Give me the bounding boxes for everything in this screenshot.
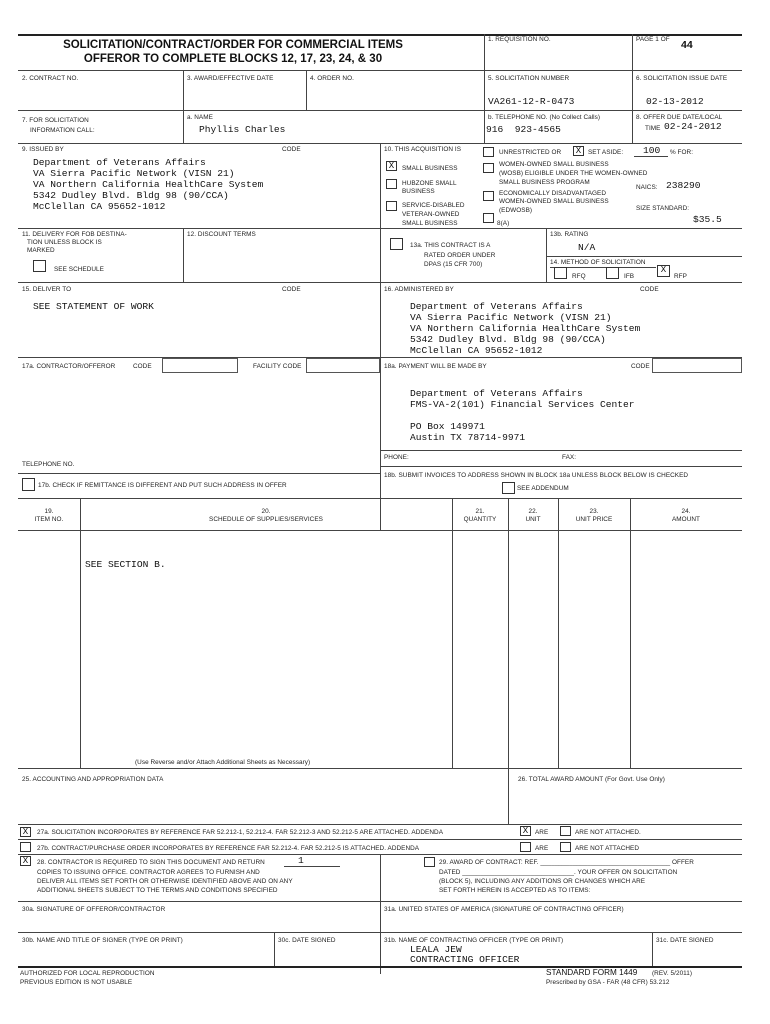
payment-phone-label: PHONE:	[384, 454, 409, 461]
footer-authorized: AUTHORIZED FOR LOCAL REPRODUCTION	[20, 970, 155, 977]
form-title-line2: OFFEROR TO COMPLETE BLOCKS 12, 17, 23, 24, & 30	[83, 53, 383, 65]
rated-order-label-1: 13a. THIS CONTRACT IS A	[410, 242, 491, 249]
total-award-label: 26. TOTAL AWARD AMOUNT (For Govt. Use Only)	[518, 776, 665, 783]
co-date-signed-label: 31c. DATE SIGNED	[656, 937, 714, 944]
block-28-line-1: 28. CONTRACTOR IS REQUIRED TO SIGN THIS DOCUMENT AND RETURN	[37, 859, 265, 866]
solicitation-method-label: 14. METHOD OF SOLICITATION	[550, 259, 646, 266]
sdvosb-label-2: VETERAN-OWNED	[402, 211, 460, 218]
issued-by-label: 9. ISSUED BY	[22, 146, 64, 153]
order-no-field[interactable]	[310, 92, 480, 106]
edwosb-label-3: (EDWOSB)	[499, 207, 533, 214]
addenda-27a-are-label: ARE	[535, 829, 549, 836]
administered-by-address-1: Department of Veterans Affairs	[410, 301, 583, 312]
payment-address-5: Austin TX 78714-9971	[410, 432, 526, 443]
co-name-value: LEALA JEW	[410, 944, 462, 955]
contract-no-field[interactable]	[22, 92, 177, 106]
sdvosb-checkbox[interactable]	[386, 201, 397, 211]
solicitation-info-label-2: INFORMATION CALL:	[30, 127, 95, 134]
addenda-27a-are-not-checkbox[interactable]	[560, 826, 571, 836]
see-schedule-checkbox[interactable]	[33, 260, 46, 272]
discount-terms-label: 12. DISCOUNT TERMS	[187, 231, 256, 238]
col-unit-price-num: 23.	[589, 508, 599, 515]
solicitation-number-label: 5. SOLICITATION NUMBER	[488, 75, 570, 82]
contact-name-label: a. NAME	[187, 114, 213, 121]
contract-no-label: 2. CONTRACT NO.	[22, 75, 79, 82]
ifb-label: IFB	[624, 273, 635, 280]
eight-a-label: 8(A)	[497, 220, 510, 227]
acquisition-label: 10. THIS ACQUISITION IS	[384, 146, 462, 153]
col-unit-header: UNIT	[525, 516, 541, 523]
payment-address-2: FMS-VA-2(101) Financial Services Center	[410, 399, 635, 410]
administered-by-address-5: McClellan CA 95652-1012	[410, 345, 543, 356]
set-aside-percent[interactable]: 100	[643, 145, 661, 156]
addenda-27a-are-checkbox[interactable]: X	[520, 826, 531, 836]
offeror-date-signed-label: 30c. DATE SIGNED	[278, 937, 336, 944]
contractor-code-field[interactable]	[162, 358, 238, 373]
form-title-line1: SOLICITATION/CONTRACT/ORDER FOR COMMERCIAL ITEMS	[63, 39, 403, 51]
award-date-label: 3. AWARD/EFFECTIVE DATE	[187, 75, 274, 82]
see-schedule-label: SEE SCHEDULE	[54, 266, 104, 273]
block-29-line-2: DATED _______________________________. YOUR OFFER ON SOLICITATION	[439, 869, 678, 876]
addenda-27b-are-label: ARE	[535, 845, 549, 852]
offeror-signature-label: 30a. SIGNATURE OF OFFEROR/CONTRACTOR	[22, 906, 166, 913]
fob-delivery-label-1: 11. DELIVERY FOR FOB DESTINA-	[22, 231, 127, 238]
wosb-label-3: SMALL BUSINESS PROGRAM	[499, 179, 590, 186]
contact-phone-value[interactable]: 916 923-4565	[486, 124, 561, 135]
col-schedule-num: 20.	[261, 508, 271, 515]
col-unit-price-header: UNIT PRICE	[575, 516, 613, 523]
administered-by-label: 16. ADMINISTERED BY	[384, 286, 454, 293]
payment-address-4: PO Box 149971	[410, 421, 485, 432]
accounting-data-label: 25. ACCOUNTING AND APPROPRIATION DATA	[22, 776, 164, 783]
addenda-27b-are-checkbox[interactable]	[520, 842, 531, 852]
contractor-label: 17a. CONTRACTOR/OFFEROR	[22, 363, 116, 370]
naics-label: NAICS:	[636, 184, 658, 191]
block-29-line-4: SET FORTH HEREIN IS ACCEPTED AS TO ITEMS:	[439, 887, 591, 894]
block-28-line-3: DELIVER ALL ITEMS SET FORTH OR OTHERWISE IDENTIFIED ABOVE AND ON ANY	[37, 878, 293, 885]
requisition-no-label: 1. REQUISITION NO.	[488, 36, 551, 43]
co-title-value: CONTRACTING OFFICER	[410, 954, 520, 965]
see-addendum-checkbox[interactable]	[502, 482, 515, 494]
rated-order-label-3: DPAS (15 CFR 700)	[424, 261, 483, 268]
contractor-phone-label: TELEPHONE NO.	[22, 461, 75, 468]
col-item-no-num: 19.	[44, 508, 54, 515]
sdvosb-label-3: SMALL BUSINESS	[402, 220, 458, 227]
administered-by-address-2: VA Sierra Pacific Network (VISN 21)	[410, 312, 612, 323]
edwosb-label-2: WOMEN-OWNED SMALL BUSINESS	[499, 198, 609, 205]
col-item-no-header: ITEM NO.	[34, 516, 64, 523]
addenda-27b-are-not-checkbox[interactable]	[560, 842, 571, 852]
remittance-label: 17b. CHECK IF REMITTANCE IS DIFFERENT AND PUT SUCH ADDRESS IN OFFER	[38, 482, 287, 489]
contact-phone-label: b. TELEPHONE NO. (No Collect Calls)	[488, 114, 601, 121]
administered-by-address-3: VA Northern California HealthCare System	[410, 323, 641, 334]
block-28-copies[interactable]: 1	[298, 855, 304, 866]
schedule-body-text: SEE SECTION B.	[85, 559, 166, 570]
wosb-label-1: WOMEN-OWNED SMALL BUSINESS	[499, 161, 609, 168]
contact-name-value[interactable]: Phyllis Charles	[199, 124, 286, 135]
remittance-checkbox[interactable]	[22, 478, 35, 491]
submit-invoices-label: 18b. SUBMIT INVOICES TO ADDRESS SHOWN IN BLOCK 18a UNLESS BLOCK BELOW IS CHECKED	[384, 472, 689, 479]
rating-value[interactable]: N/A	[578, 242, 596, 253]
block-27a-label: 27a. SOLICITATION INCORPORATES BY REFERENCE FAR 52.212-1, 52.212-4. FAR 52.212-3 AND 52.212-5 ARE ATTACHED. ADDENDA	[37, 829, 444, 836]
small-business-label: SMALL BUSINESS	[402, 165, 458, 172]
rated-order-checkbox[interactable]	[390, 238, 403, 250]
rated-order-label-2: RATED ORDER UNDER	[424, 252, 496, 259]
edwosb-checkbox[interactable]	[483, 191, 494, 201]
co-name-label: 31b. NAME OF CONTRACTING OFFICER (TYPE OR PRINT)	[384, 937, 564, 944]
co-signature-label: 31a. UNITED STATES OF AMERICA (SIGNATURE OF CONTRACTING OFFICER)	[384, 906, 624, 913]
size-standard-label: SIZE STANDARD:	[636, 205, 690, 212]
footer-prescribed: Prescribed by GSA - FAR (48 CFR) 53.212	[546, 979, 670, 986]
hubzone-label-1: HUBZONE SMALL	[402, 180, 457, 187]
administered-by-address-4: 5342 Dudley Blvd. Bldg 98 (90/CCA)	[410, 334, 606, 345]
rfq-label: RFQ	[572, 273, 586, 280]
unrestricted-checkbox[interactable]	[483, 147, 494, 157]
wosb-label-2: (WOSB) ELIGIBLE UNDER THE WOMEN-OWNED	[499, 170, 648, 177]
footer-previous-edition: PREVIOUS EDITION IS NOT USABLE	[20, 979, 133, 986]
block-27a-checkbox[interactable]: X	[20, 827, 31, 837]
page-total: 44	[681, 39, 693, 51]
col-quantity-num: 21.	[475, 508, 485, 515]
col-amount-num: 24.	[681, 508, 691, 515]
issued-by-address-3: VA Northern California HealthCare System	[33, 179, 264, 190]
solicitation-issue-date-value[interactable]: 02-13-2012	[646, 96, 704, 107]
hubzone-label-2: BUSINESS	[402, 188, 435, 195]
block-28-checkbox[interactable]: X	[20, 856, 31, 866]
administered-by-code-label: CODE	[640, 286, 659, 293]
size-standard-value[interactable]: $35.5	[693, 214, 722, 225]
block-28-line-2: COPIES TO ISSUING OFFICE. CONTRACTOR AGREES TO FURNISH AND	[37, 869, 260, 876]
set-aside-checkbox[interactable]: X	[573, 146, 584, 156]
requisition-no-field[interactable]	[488, 50, 628, 64]
deliver-to-code-label: CODE	[282, 286, 301, 293]
payment-fax-label: FAX:	[562, 454, 577, 461]
issued-by-code-label: CODE	[282, 146, 301, 153]
solicitation-issue-date-label: 6. SOLICITATION ISSUE DATE	[636, 75, 728, 82]
issued-by-address-2: VA Sierra Pacific Network (VISN 21)	[33, 168, 235, 179]
addenda-27a-are-not-label: ARE NOT ATTACHED.	[575, 829, 641, 836]
rfp-checkbox[interactable]: X	[657, 265, 670, 277]
deliver-to-value: SEE STATEMENT OF WORK	[33, 301, 154, 312]
offer-due-date-value[interactable]: 02-24-2012	[664, 121, 722, 132]
fob-delivery-label-2: TION UNLESS BLOCK IS	[27, 239, 102, 246]
block-29-line-3: (BLOCK 5), INCLUDING ANY ADDITIONS OR CHANGES WHICH ARE	[439, 878, 646, 885]
rfq-checkbox[interactable]	[554, 267, 567, 279]
deliver-to-label: 15. DELIVER TO	[22, 286, 72, 293]
solicitation-info-label-1: 7. FOR SOLICITATION	[22, 117, 89, 124]
award-date-field[interactable]	[187, 92, 302, 106]
small-business-checkbox[interactable]: X	[386, 161, 397, 171]
payment-code-label: CODE	[631, 363, 650, 370]
col-quantity-header: QUANTITY	[463, 516, 497, 523]
sdvosb-label-1: SERVICE-DISABLED	[402, 202, 465, 209]
block-29-line-1: 29. AWARD OF CONTRACT: REF. ____________________________________ OFFER	[439, 859, 694, 866]
block-27b-checkbox[interactable]	[20, 842, 31, 852]
col-amount-header: AMOUNT	[672, 516, 700, 523]
issued-by-address-5: McClellan CA 95652-1012	[33, 201, 166, 212]
rating-label: 13b. RATING	[550, 231, 589, 238]
page-of-label: PAGE 1 OF	[636, 36, 670, 43]
offer-due-date-label: 8. OFFER DUE DATE/LOCAL	[636, 114, 723, 121]
facility-code-field[interactable]	[306, 358, 380, 373]
contractor-code-label: CODE	[133, 363, 152, 370]
col-unit-num: 22.	[528, 508, 538, 515]
offer-due-time-label: TIME	[645, 125, 661, 132]
payment-code-field[interactable]	[652, 358, 742, 373]
block-28-line-4: ADDITIONAL SHEETS SUBJECT TO THE TERMS AND CONDITIONS SPECIFIED	[37, 887, 278, 894]
solicitation-number-value[interactable]: VA261-12-R-0473	[488, 96, 575, 107]
footer-revision: (REV. 5/2011)	[652, 970, 693, 977]
schedule-footnote: (Use Reverse and/or Attach Additional Sheets as Necessary)	[135, 759, 311, 766]
addenda-27b-are-not-label: ARE NOT ATTACHED	[575, 845, 640, 852]
eight-a-checkbox[interactable]	[483, 213, 494, 223]
block-29-checkbox[interactable]	[424, 857, 435, 867]
facility-code-label: FACILITY CODE	[253, 363, 302, 370]
payment-address-1: Department of Veterans Affairs	[410, 388, 583, 399]
percent-for-label: % FOR:	[670, 149, 694, 156]
ifb-checkbox[interactable]	[606, 267, 619, 279]
unrestricted-label: UNRESTRICTED OR	[499, 149, 562, 156]
order-no-label: 4. ORDER NO.	[310, 75, 354, 82]
see-addendum-label: SEE ADDENDUM	[517, 485, 569, 492]
signer-name-label: 30b. NAME AND TITLE OF SIGNER (TYPE OR PRINT)	[22, 937, 183, 944]
issued-by-address-1: Department of Veterans Affairs	[33, 157, 206, 168]
issued-by-address-4: 5342 Dudley Blvd. Bldg 98 (90/CCA)	[33, 190, 229, 201]
naics-value[interactable]: 238290	[666, 180, 701, 191]
footer-standard-form: STANDARD FORM 1449	[546, 968, 638, 977]
hubzone-checkbox[interactable]	[386, 179, 397, 189]
fob-delivery-label-3: MARKED	[27, 247, 55, 254]
wosb-checkbox[interactable]	[483, 163, 494, 173]
edwosb-label-1: ECONOMICALLY DISADVANTAGED	[499, 190, 607, 197]
co-signature-field[interactable]	[384, 915, 738, 929]
rfp-label: RFP	[674, 273, 687, 280]
set-aside-label: SET ASIDE:	[588, 149, 624, 156]
col-schedule-header: SCHEDULE OF SUPPLIES/SERVICES	[209, 516, 323, 523]
payment-by-label: 18a. PAYMENT WILL BE MADE BY	[384, 363, 487, 370]
offeror-signature-field[interactable]	[22, 915, 374, 929]
block-27b-label: 27b. CONTRACT/PURCHASE ORDER INCORPORATES BY REFERENCE FAR 52.212-4. FAR 52.212-5 IS ATTACHED. ADDENDA	[37, 845, 420, 852]
